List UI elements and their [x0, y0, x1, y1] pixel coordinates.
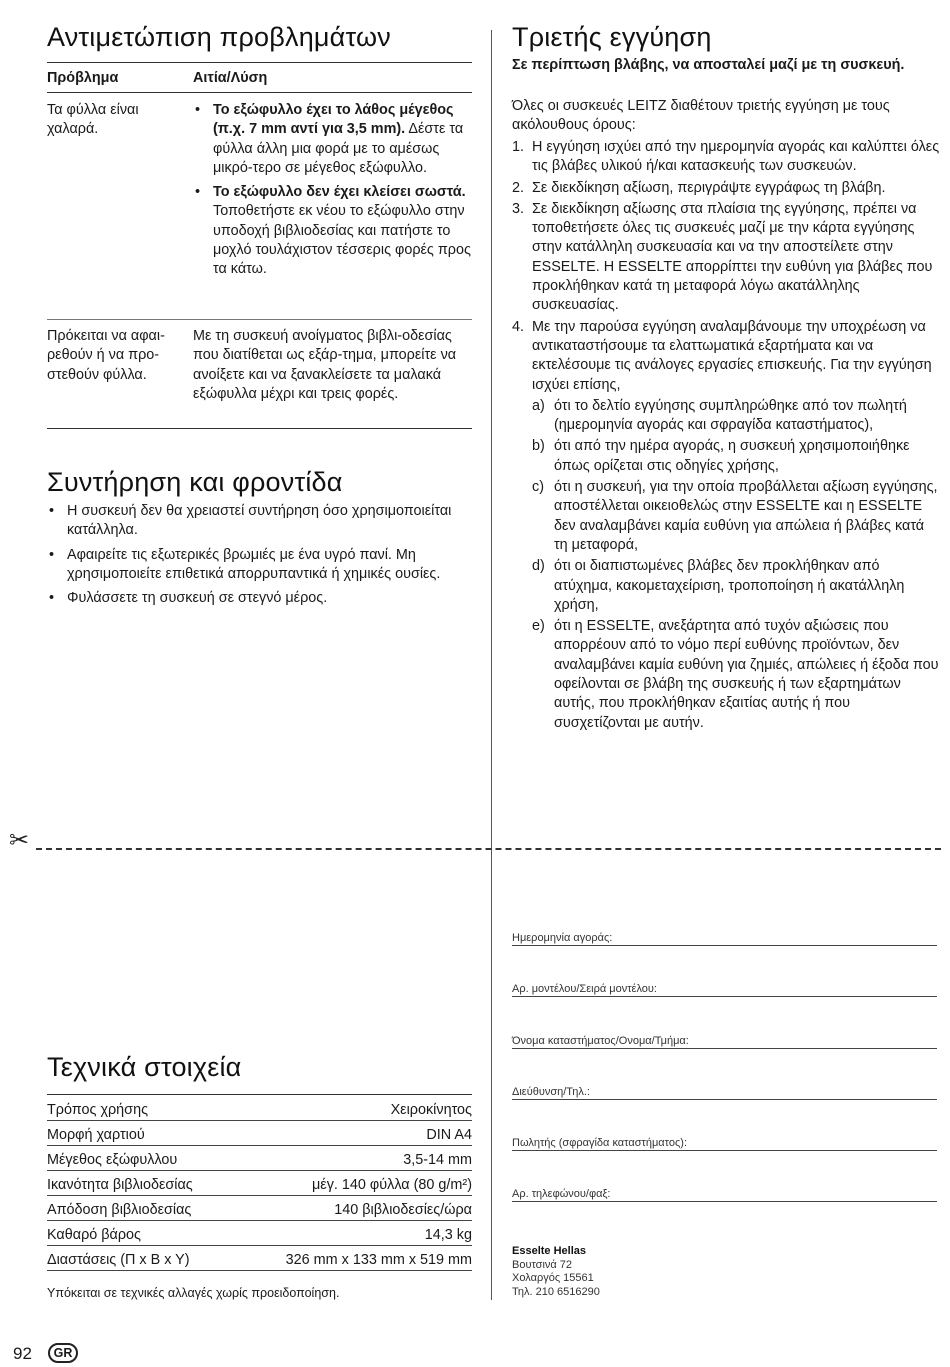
spec-label: Απόδοση βιβλιοδεσίας — [47, 1202, 192, 1218]
table-row — [47, 327, 471, 404]
specs-note: Υπόκειται σε τεχνικές αλλαγές χωρίς προειδοποίηση. — [47, 1286, 340, 1300]
spec-value: Χειροκίνητος — [390, 1102, 472, 1118]
cause-text: Δέστε τα φύλλα άλλη μια φορά με το αμέσως μικρό-τερο σε μέγεθος εξώφυλλο. — [213, 121, 464, 176]
table-row — [47, 1196, 472, 1221]
cause-bullet — [193, 101, 471, 178]
troubleshooting-table-header — [47, 70, 465, 86]
sub-item-label: c) — [532, 479, 544, 496]
cause-bold-text: Το εξώφυλλο έχει το λάθος μέγεθος (π.χ. 7 mm αντί για 3,5 mm). — [213, 102, 454, 138]
language-badge: GR — [48, 1343, 78, 1363]
table-top-rule — [47, 62, 472, 63]
table-row — [47, 1096, 472, 1121]
row-divider — [47, 319, 472, 320]
page-number: 92 — [13, 1344, 32, 1363]
table-bottom-rule — [47, 428, 472, 429]
phone-fax-field[interactable]: Αρ. τηλεφώνου/φαξ: — [512, 1188, 937, 1202]
seller-stamp-field[interactable]: Πωλητής (σφραγίδα καταστήματος): — [512, 1137, 937, 1151]
spec-label: Τρόπος χρήσης — [47, 1102, 149, 1118]
cause-bullet — [193, 183, 471, 279]
item-number: 1. — [512, 139, 525, 155]
list-item — [512, 138, 940, 177]
sub-item-text: ότι η ESSELTE, ανεξάρτητα από τυχόν αξιώσεις που απορρέουν από το νόμο περί ευθύνης προϊόντων, δεν αναλαμβάνει καμία ευθύνη για ζημιές, απώλειες ή έξοδα που οφείλονται σε βλάβη της συσκευής ή των εξαρτημάτων αυτής, που προκλήθηκαν εξαιτίας αυτής ή που συσχετίζονται με αυτήν. — [554, 618, 939, 731]
sub-item-label: e) — [532, 618, 545, 635]
item-text: Η εγγύηση ισχύει από την ημερομηνία αγοράς και καλύπτει όλες τις βλάβες υλικού ή/και κατασκευής των συσκευών. — [532, 139, 940, 175]
model-number-field[interactable]: Αρ. μοντέλου/Σειρά μοντέλου: — [512, 983, 937, 997]
table-row — [47, 1121, 472, 1146]
problem-cell: Πρόκειται να αφαι-ρεθούν ή να προ-στεθούν φύλλα. — [47, 328, 165, 383]
column-divider — [491, 30, 492, 1300]
item-text: Με την παρούσα εγγύηση αναλαμβάνουμε την υποχρέωση να αντικαταστήσουμε τα ελαττωματικά εξαρτήματα και να εκτελέσουμε τις ανάλογες εργασίες επισκευής. Για την εγγύηση ισχύει επίσης, — [532, 318, 932, 393]
problem-cell: Τα φύλλα είναι χαλαρά. — [47, 102, 139, 138]
sub-item — [532, 617, 940, 733]
list-item: • Φυλάσσετε τη συσκευή σε στεγνό μέρος. — [47, 589, 472, 608]
spec-label: Διαστάσεις (Π x B x Y) — [47, 1252, 190, 1268]
solution-cell: Με τη συσκευή ανοίγματος βιβλι-οδεσίας που διατίθεται ως εξάρ-τημα, μπορείτε να ανοίξετε και να ξανακλείσετε τα μαλακά εξώφυλλα μέχρι και τρεις φορές. — [193, 328, 457, 402]
list-item: • Η συσκευή δεν θα χρειαστεί συντήρηση όσο χρησιμοποιείται κατάλληλα. — [47, 502, 472, 541]
sub-item — [532, 557, 940, 615]
specs-top-rule — [47, 1094, 472, 1095]
troubleshooting-title: Αντιμετώπιση προβλημάτων — [47, 22, 391, 52]
spec-value: DIN A4 — [426, 1127, 472, 1143]
cause-bold-text: Το εξώφυλλο δεν έχει κλείσει σωστά. — [213, 184, 466, 201]
spec-label: Μορφή χαρτιού — [47, 1127, 145, 1143]
list-item — [512, 200, 940, 316]
sub-item-text: ότι από την ημέρα αγοράς, η συσκευή χρησιμοποιήθηκε όπως ορίζεται στις οδηγίες χρήσης, — [554, 438, 910, 474]
table-row — [47, 1246, 472, 1271]
sub-item — [532, 397, 940, 436]
spec-value: 3,5-14 mm — [403, 1152, 472, 1168]
warranty-subtitle: Σε περίπτωση βλάβης, να αποσταλεί μαζί με τη συσκευή. — [512, 57, 905, 73]
table-header-rule — [47, 92, 472, 93]
purchase-date-field[interactable]: Ημερομηνία αγοράς: — [512, 932, 937, 946]
spec-value: 140 βιβλιοδεσίες/ώρα — [334, 1202, 472, 1218]
sub-item-label: a) — [532, 397, 545, 414]
sub-item-text: ότι οι διαπιστωμένες βλάβες δεν προκλήθηκαν από ατύχημα, κακομεταχείριση, τροποποίηση ή ακατάλληλη χρήση, — [554, 558, 905, 613]
item-number: 3. — [512, 200, 525, 217]
maintenance-title: Συντήρηση και φροντίδα — [47, 467, 343, 497]
table-row — [47, 101, 471, 285]
item-text: Σε διεκδίκηση αξίωσης στα πλαίσια της εγγύησης, πρέπει να τοποθετήσετε όλες τις συσκευές μαζί με την κάρτα εγγύησης στην κατάλληλη συσκευασία και να την αποστείλετε στην ESSELTE. Η ESSELTE απορρίπτει την ευθύνη για βλάβες που προκλήθηκαν κατά τη μεταφορά λόγω ακατάλληλης συσκευασίας. — [532, 200, 933, 314]
maintenance-list — [47, 502, 472, 613]
spec-label: Μέγεθος εξώφυλλου — [47, 1152, 178, 1168]
list-item: • Αφαιρείτε τις εξωτερικές βρωμιές με ένα υγρό πανί. Μη χρησιμοποιείτε επιθετικά απορρυπαντικά ή χημικές ουσίες. — [47, 546, 472, 585]
phone: Τηλ. 210 6516290 — [512, 1285, 600, 1298]
cause-text: Τοποθετήστε εκ νέου το εξώφυλλο στην υποδοχή βιβλιοδεσίας και πατήστε το μοχλό τουλάχιστον τέσσερις φορές προς τα κάτω. — [213, 203, 471, 278]
spec-label: Ικανότητα βιβλιοδεσίας — [47, 1177, 193, 1193]
cut-line — [36, 848, 941, 850]
cause-cell — [193, 101, 471, 285]
address-phone-field[interactable]: Διεύθυνση/Τηλ.: — [512, 1086, 937, 1100]
warranty-intro: Όλες οι συσκευές LEITZ διαθέτουν τριετής εγγύηση με τους ακόλουθους όρους: — [512, 98, 890, 134]
city: Χολαργός 15561 — [512, 1272, 594, 1284]
spec-value: μέγ. 140 φύλλα (80 g/m²) — [312, 1177, 472, 1193]
table-row — [47, 1146, 472, 1171]
list-item — [512, 179, 940, 198]
col-problem-header: Πρόβλημα — [47, 70, 119, 86]
col-cause-header: Αιτία/Λύση — [193, 70, 268, 86]
sub-item-text: ότι το δελτίο εγγύησης συμπληρώθηκε από τον πωλητή (ημερομηνία αγοράς και σφραγίδα καταστήματος), — [554, 397, 907, 434]
table-row — [47, 1221, 472, 1246]
company-name: Esselte Hellas — [512, 1245, 586, 1257]
warranty-title: Τριετής εγγύηση — [512, 22, 712, 52]
item-number: 2. — [512, 179, 525, 196]
sub-item-label: b) — [532, 438, 545, 455]
sub-item — [532, 437, 940, 476]
spec-value: 14,3 kg — [424, 1227, 472, 1243]
store-name-field[interactable]: Όνομα καταστήματος/Ονομα/Τμήμα: — [512, 1035, 937, 1049]
specs-title: Τεχνικά στοιχεία — [47, 1052, 242, 1082]
sub-item-text: ότι η συσκευή, για την οποία προβάλλεται αξίωση εγγύησης, αποστέλλεται οικειοθελώς στην ESSELTE και η ESSELTE δεν αναλαμβάνει καμία ευθύνη για απώλεια ή βλάβες κατά τη μεταφορά, — [554, 479, 938, 553]
sub-item — [532, 478, 940, 555]
sub-item-label: d) — [532, 558, 545, 575]
list-item — [512, 318, 940, 733]
table-row — [47, 1171, 472, 1196]
spec-value: 326 mm x 133 mm x 519 mm — [285, 1252, 472, 1268]
item-number: 4. — [512, 318, 525, 335]
warranty-terms — [512, 138, 940, 735]
item-text: Σε διεκδίκηση αξίωση, περιγράψτε εγγράφως τη βλάβη. — [532, 179, 886, 196]
spec-label: Καθαρό βάρος — [47, 1227, 141, 1243]
esselte-address — [512, 1245, 600, 1299]
street: Βουτσινά 72 — [512, 1258, 573, 1271]
scissors-icon: ✂ — [9, 827, 30, 854]
